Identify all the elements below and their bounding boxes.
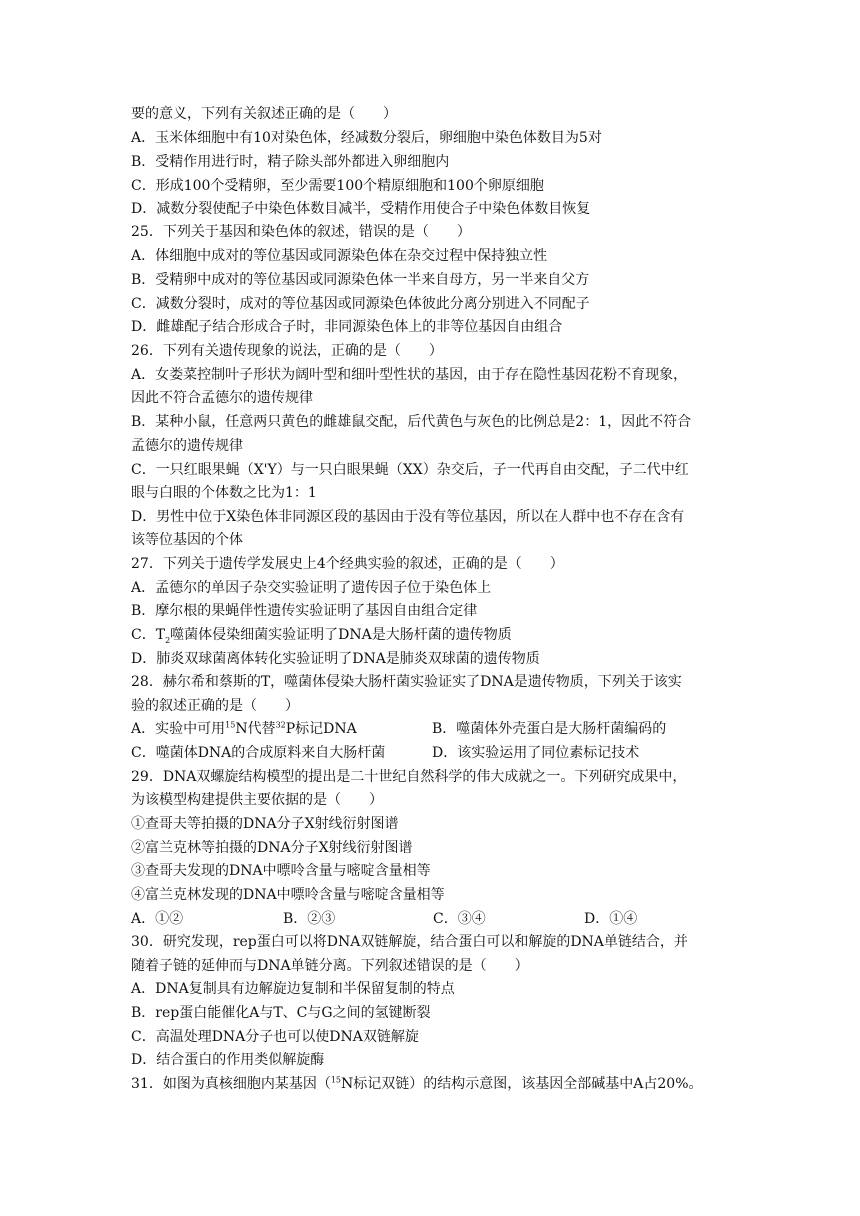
q29-options-row xyxy=(131,908,741,930)
text-line: 因此不符合孟德尔的遗传规律 xyxy=(131,390,313,406)
text-line: B．摩尔根的果蝇伴性遗传实验证明了基因自由组合定律 xyxy=(131,603,478,619)
q28-option-b: B．噬菌体外壳蛋白是大肠杆菌编码的 xyxy=(432,721,667,737)
q27-option-d: D．肺炎双球菌离体转化实验证明了DNA是肺炎双球菌的遗传物质 xyxy=(131,651,540,667)
text-line: B．受精卵中成对的等位基因或同源染色体一半来自母方，另一半来自父方 xyxy=(131,272,590,288)
text-line: A．孟德尔的单因子杂交实验证明了遗传因子位于染色体上 xyxy=(131,580,492,596)
text-line: A．女娄菜控制叶子形状为阔叶型和细叶型性状的基因，由于存在隐性基因花粉不育现象， xyxy=(131,367,688,383)
text-line: D．男性中位于X染色体非同源区段的基因由于没有等位基因，所以在人群中也不存在含有 xyxy=(131,509,685,525)
text-line: 随着子链的延伸而与DNA单链分离。下列叙述错误的是（ ） xyxy=(131,958,529,974)
text-line: ④富兰克林发现的DNA中嘌呤含量与嘧啶含量相等 xyxy=(131,887,445,903)
text-line: A．DNA复制具有边解旋边复制和半保留复制的特点 xyxy=(131,981,455,997)
question-28: 28．赫尔希和蔡斯的T，噬菌体侵染大肠杆菌实验证实了DNA是遗传物质，下列关于该实 xyxy=(131,674,682,690)
question-27: 27．下列关于遗传学发展史上4个经典实验的叙述，正确的是（ ） xyxy=(131,556,564,572)
text-line: C．一只红眼果蝇（X'Y）与一只白眼果蝇（XX）杂交后，子一代再自由交配，子二代中红 xyxy=(131,462,689,478)
text-line: ①查哥夫等拍摄的DNA分子X射线衍射图谱 xyxy=(131,816,399,832)
q28-option-c: C．噬菌体DNA的合成原料来自大肠杆菌 xyxy=(131,745,386,761)
question-31: 31．如图为真核细胞内某基因（$^{15}$N标记双链）的结构示意图，该基因全部碱基中A占20%。 xyxy=(131,1075,703,1092)
text-line: 验的叙述正确的是（ ） xyxy=(131,698,299,714)
text-line: A．玉米体细胞中有10对染色体，经减数分裂后，卵细胞中染色体数目为5对 xyxy=(131,130,602,146)
text-line: D．减数分裂使配子中染色体数目减半，受精作用使合子中染色体数目恢复 xyxy=(131,201,591,217)
text-line: D．雌雄配子结合形成合子时，非同源染色体上的非等位基因自由组合 xyxy=(131,319,563,335)
text-line: 眼与白眼的个体数之比为1：1 xyxy=(131,485,317,501)
text-line: A．体细胞中成对的等位基因或同源染色体在杂交过程中保持独立性 xyxy=(131,248,548,264)
text-line: ③查哥夫发现的DNA中嘌呤含量与嘧啶含量相等 xyxy=(131,863,431,879)
q28-options-row-2 xyxy=(131,742,741,764)
q29-option-c: C．③④ xyxy=(433,911,486,927)
text-line: C．高温处理DNA分子也可以使DNA双链解旋 xyxy=(131,1029,419,1045)
q28-option-d: D．该实验运用了同位素标记技术 xyxy=(432,745,640,761)
q29-option-a: A．①② xyxy=(131,911,184,927)
text-line: B．某种小鼠，任意两只黄色的雌雄鼠交配，后代黄色与灰色的比例总是2：1，因此不符合 xyxy=(131,414,692,430)
question-30: 30．研究发现，rep蛋白可以将DNA双链解旋，结合蛋白可以和解旋的DNA单链结合，并 xyxy=(131,934,688,950)
text-line: B．受精作用进行时，精子除头部外都进入卵细胞内 xyxy=(131,154,450,170)
text-line: 为该模型构建提供主要依据的是（ ） xyxy=(131,792,383,808)
text-line: ②富兰克林等拍摄的DNA分子X射线衍射图谱 xyxy=(131,840,413,856)
q29-option-b: B．②③ xyxy=(283,911,336,927)
q28-option-a: A．实验中可用$^{15}$N代替$^{32}$P标记DNA xyxy=(131,720,357,737)
text-line: C．形成100个受精卵，至少需要100个精原细胞和100个卵原细胞 xyxy=(131,178,544,194)
text-line: 该等位基因的个体 xyxy=(131,532,243,548)
question-25: 25．下列关于基因和染色体的叙述，错误的是（ ） xyxy=(131,224,471,240)
text-line: 孟德尔的遗传规律 xyxy=(131,438,243,454)
text-line: C．减数分裂时，成对的等位基因或同源染色体彼此分离分别进入不同配子 xyxy=(131,296,590,312)
question-26: 26．下列有关遗传现象的说法，正确的是（ ） xyxy=(131,343,443,359)
text-line: 要的意义，下列有关叙述正确的是（ ） xyxy=(131,106,397,122)
text-line: D．结合蛋白的作用类似解旋酶 xyxy=(131,1052,325,1068)
question-29: 29．DNA双螺旋结构模型的提出是二十世纪自然科学的伟大成就之一。下列研究成果中， xyxy=(131,769,687,785)
q29-option-d: D．①④ xyxy=(584,911,638,927)
q27-option-c: C．$T_2$噬菌体侵染细菌实验证明了DNA是大肠杆菌的遗传物质 xyxy=(131,627,512,645)
q28-options-row-1 xyxy=(131,718,741,740)
text-line: B．rep蛋白能催化A与T、C与G之间的氢键断裂 xyxy=(131,1005,431,1021)
